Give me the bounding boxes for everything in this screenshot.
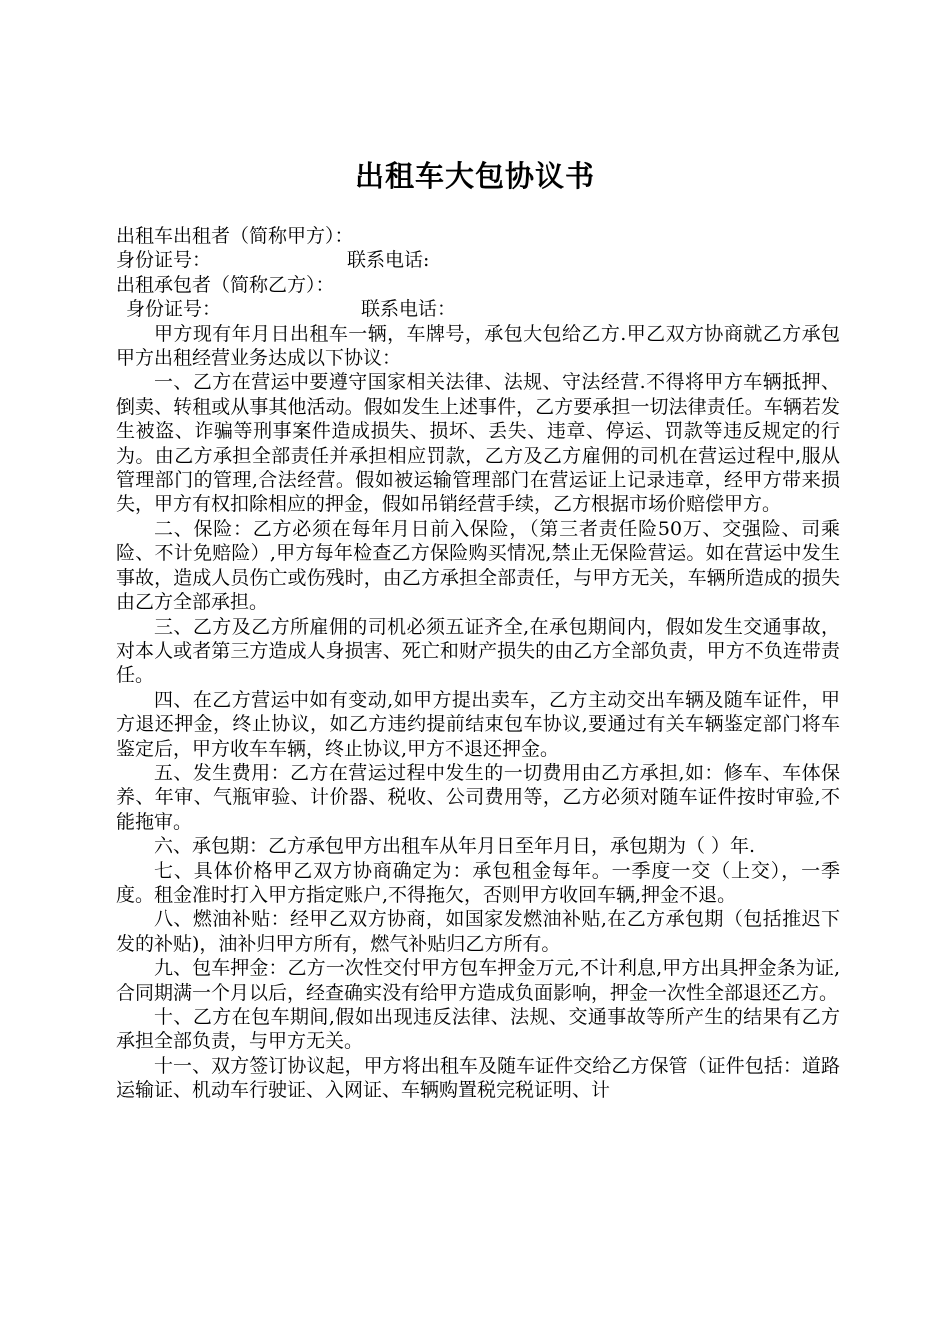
- paragraph-clause-8: 八、燃油补贴：经甲乙双方协商，如国家发燃油补贴,在乙方承包期（包括推迟下发的补贴)，油补归甲方所有，燃气补贴归乙方所有。: [116, 908, 840, 955]
- lessee-id-label: 身份证号：: [126, 298, 222, 321]
- lessor-phone-label: 联系电话:: [347, 249, 430, 272]
- paragraph-clause-5: 五、发生费用：乙方在营运过程中发生的一切费用由乙方承担,如：修车、车体保养、年审、气瓶审验、计价器、税收、公司费用等，乙方必须对随车证件按时审验,不能拖审。: [116, 761, 840, 833]
- paragraph-clause-3: 三、乙方及乙方所雇佣的司机必须五证齐全,在承包期间内，假如发生交通事故，对本人或者第三方造成人身损害、死亡和财产损失的由乙方全部负责，甲方不负连带责任。: [116, 615, 840, 687]
- lessor-line: 出租车出租者（简称甲方）：: [116, 225, 354, 247]
- lessor-id-phone-line: [116, 248, 840, 272]
- lessee-id-phone-line: [116, 297, 840, 321]
- document-body: [116, 224, 840, 1103]
- document-title: 出租车大包协议书: [354, 159, 595, 193]
- paragraph-clause-10: 十、乙方在包车期间,假如出现违反法律、法规、交通事故等所产生的结果有乙方承担全部负责，与甲方无关。: [116, 1006, 840, 1053]
- lessor-id-label: 身份证号：: [116, 249, 212, 272]
- paragraph-intro: 甲方现有年月日出租车一辆，车牌号，承包大包给乙方.甲乙双方协商就乙方承包甲方出租经营业务达成以下协议：: [116, 322, 840, 370]
- lessee-line: 出租承包者（简称乙方）：: [116, 273, 335, 296]
- paragraph-clause-2: 二、保险：乙方必须在每年月日前入保险，（第三者责任险50万、交强险、司乘险、不计免赔险）,甲方每年检查乙方保险购买情况,禁止无保险营运。如在营运中发生事故，造成人员伤亡或伤残时，由乙方承担全部责任，与甲方无关，车辆所造成的损失由乙方全部承担。: [116, 517, 840, 614]
- paragraph-clause-9: 九、包车押金：乙方一次性交付甲方包车押金万元,不计利息,甲方出具押金条为证,合同期满一个月以后，经查确实没有给甲方造成负面影响，押金一次性全部退还乙方。: [116, 957, 840, 1004]
- paragraph-clause-1: 一、乙方在营运中要遵守国家相关法律、法规、守法经营.不得将甲方车辆抵押、倒卖、转租或从事其他活动。假如发生上述事件，乙方要承担一切法律责任。车辆若发生被盗、诈骗等刑事案件造成损失、损坏、丢失、违章、停运、罚款等违反规定的行为。由乙方承担全部责任并承担相应罚款，乙方及乙方雇佣的司机在营运过程中,服从管理部门的管理,合法经营。假如被运输管理部门在营运证上记录违章，经甲方带来损失，甲方有权扣除相应的押金，假如吊销经营手续，乙方根据市场价赔偿甲方。: [116, 371, 840, 516]
- paragraph-clause-11: 十一、双方签订协议起，甲方将出租车及随车证件交给乙方保管（证件包括：道路运输证、机动车行驶证、入网证、车辆购置税完税证明、计: [116, 1054, 840, 1102]
- lessee-phone-label: 联系电话：: [361, 298, 457, 321]
- paragraph-clause-7: 七、具体价格甲乙双方协商确定为：承包租金每年。一季度一交（上交），一季度。租金准时打入甲方指定账户,不得拖欠，否则甲方收回车辆,押金不退。: [116, 859, 840, 906]
- paragraph-clause-4: 四、在乙方营运中如有变动,如甲方提出卖车，乙方主动交出车辆及随车证件，甲方退还押金，终止协议，如乙方违约提前结束包车协议,要通过有关车辆鉴定部门将车鉴定后，甲方收车车辆，终止协议,甲方不退还押金。: [116, 688, 840, 760]
- paragraph-clause-6: 六、承包期：乙方承包甲方出租车从年月日至年月日，承包期为（ ）年.: [154, 835, 756, 858]
